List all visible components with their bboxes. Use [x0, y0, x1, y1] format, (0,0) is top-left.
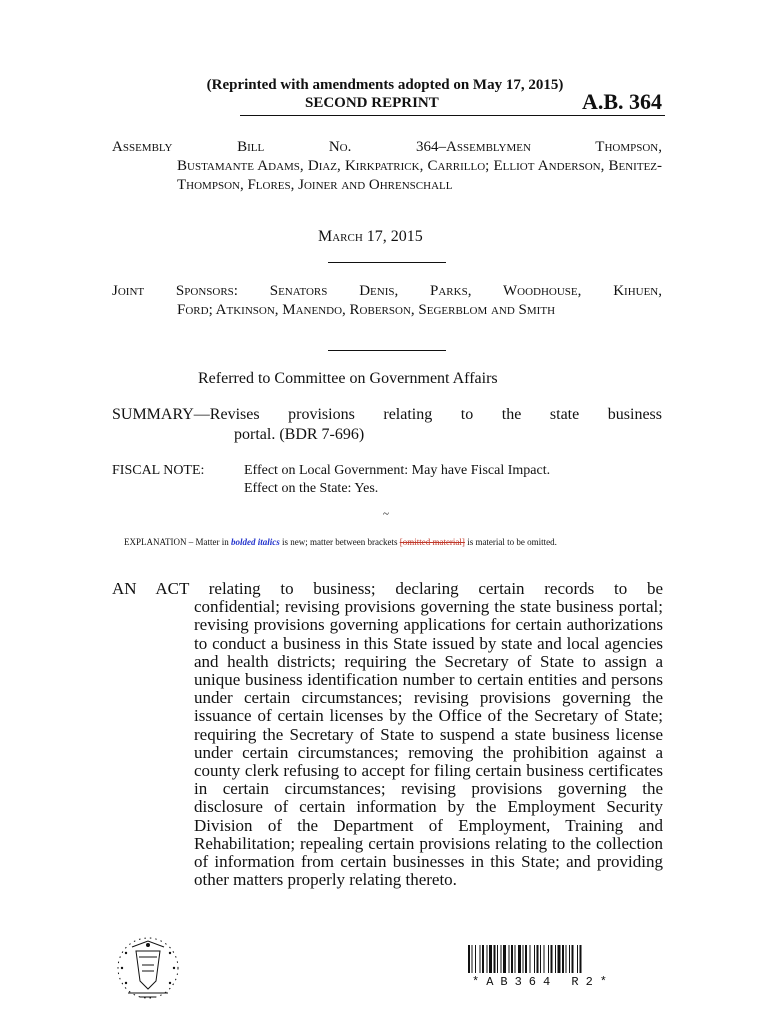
- fiscal-note-label: FISCAL NOTE:: [112, 463, 205, 478]
- act-rest: confidential; revising provisions governing the state business portal; revising provisions governing applications for certain authorizations to conduct a business in this State issued by state and local agencies and health districts; requiring the Secretary of State to assign a unique business identification number to certain entities and persons under certain circumstances; revising provisions governing the issuance of certain licenses by the Office of the Secretary of State; requiring the Secretary of State to suspend a state business license under certain circumstances; removing the prohibition against a county clerk refusing to accept for filing certain business certificates in certain circumstances; revising provisions governing the disclosure of certain information by the Employment Security Division of the Department of Employment, Training and Rehabilitation; repealing certain provisions relating to the collection of information from certain businesses in this State; and providing other matters properly relating thereto.: [194, 597, 663, 890]
- explanation-suffix: is material to be omitted.: [464, 537, 557, 547]
- fiscal-note-local: Effect on Local Government: May have Fiscal Impact.: [244, 463, 551, 478]
- reprint-note: (Reprinted with amendments adopted on May 17, 2015): [206, 77, 564, 93]
- explanation: [124, 537, 664, 547]
- header-rule: [240, 115, 665, 116]
- explanation-middle: is new; matter between brackets: [279, 537, 400, 547]
- bill-number: A.B. 364: [582, 89, 663, 114]
- explanation-prefix: EXPLANATION – Matter in: [124, 537, 231, 547]
- barcode-text: *AB364 R2*: [472, 975, 615, 989]
- summary-first-line: SUMMARY—Revises provisions relating to the state business: [112, 406, 662, 423]
- joint-first-line: Joint Sponsors: Senators Denis, Parks, Woodhouse, Kihuen,: [112, 283, 662, 299]
- separator-line: [328, 350, 446, 351]
- referred-to-committee: Referred to Committee on Government Affairs: [198, 370, 498, 387]
- separator-line: [328, 262, 446, 263]
- state-seal-icon: [112, 935, 184, 1001]
- joint-rest: Ford; Atkinson, Manendo, Roberson, Segerblom and Smith: [177, 302, 556, 318]
- fiscal-note-state: Effect on the State: Yes.: [244, 481, 379, 496]
- summary: [112, 405, 662, 445]
- tilde-divider: ~: [383, 508, 389, 520]
- joint-sponsors: [112, 282, 662, 320]
- assembly-rest: Bustamante Adams, Diaz, Kirkpatrick, Carrillo; Elliot Anderson, Benitez-Thompson, Flores, Joiner and Ohrenschall: [177, 158, 662, 193]
- bill-date: March 17, 2015: [318, 228, 423, 245]
- reprint-label: SECOND REPRINT: [305, 95, 439, 111]
- assembly-first-line: Assembly Bill No. 364–Assemblymen Thompson,: [112, 139, 662, 155]
- barcode-icon: [468, 945, 658, 973]
- act-title: [112, 580, 663, 889]
- summary-rest: portal. (BDR 7-696): [234, 426, 365, 443]
- assembly-sponsors: [112, 138, 662, 195]
- act-first-line: AN ACT relating to business; declaring certain records to be: [112, 579, 663, 598]
- fiscal-note: [112, 462, 550, 498]
- explanation-omitted-example: [omitted material]: [399, 537, 465, 547]
- explanation-italic-example: bolded italics: [231, 537, 280, 547]
